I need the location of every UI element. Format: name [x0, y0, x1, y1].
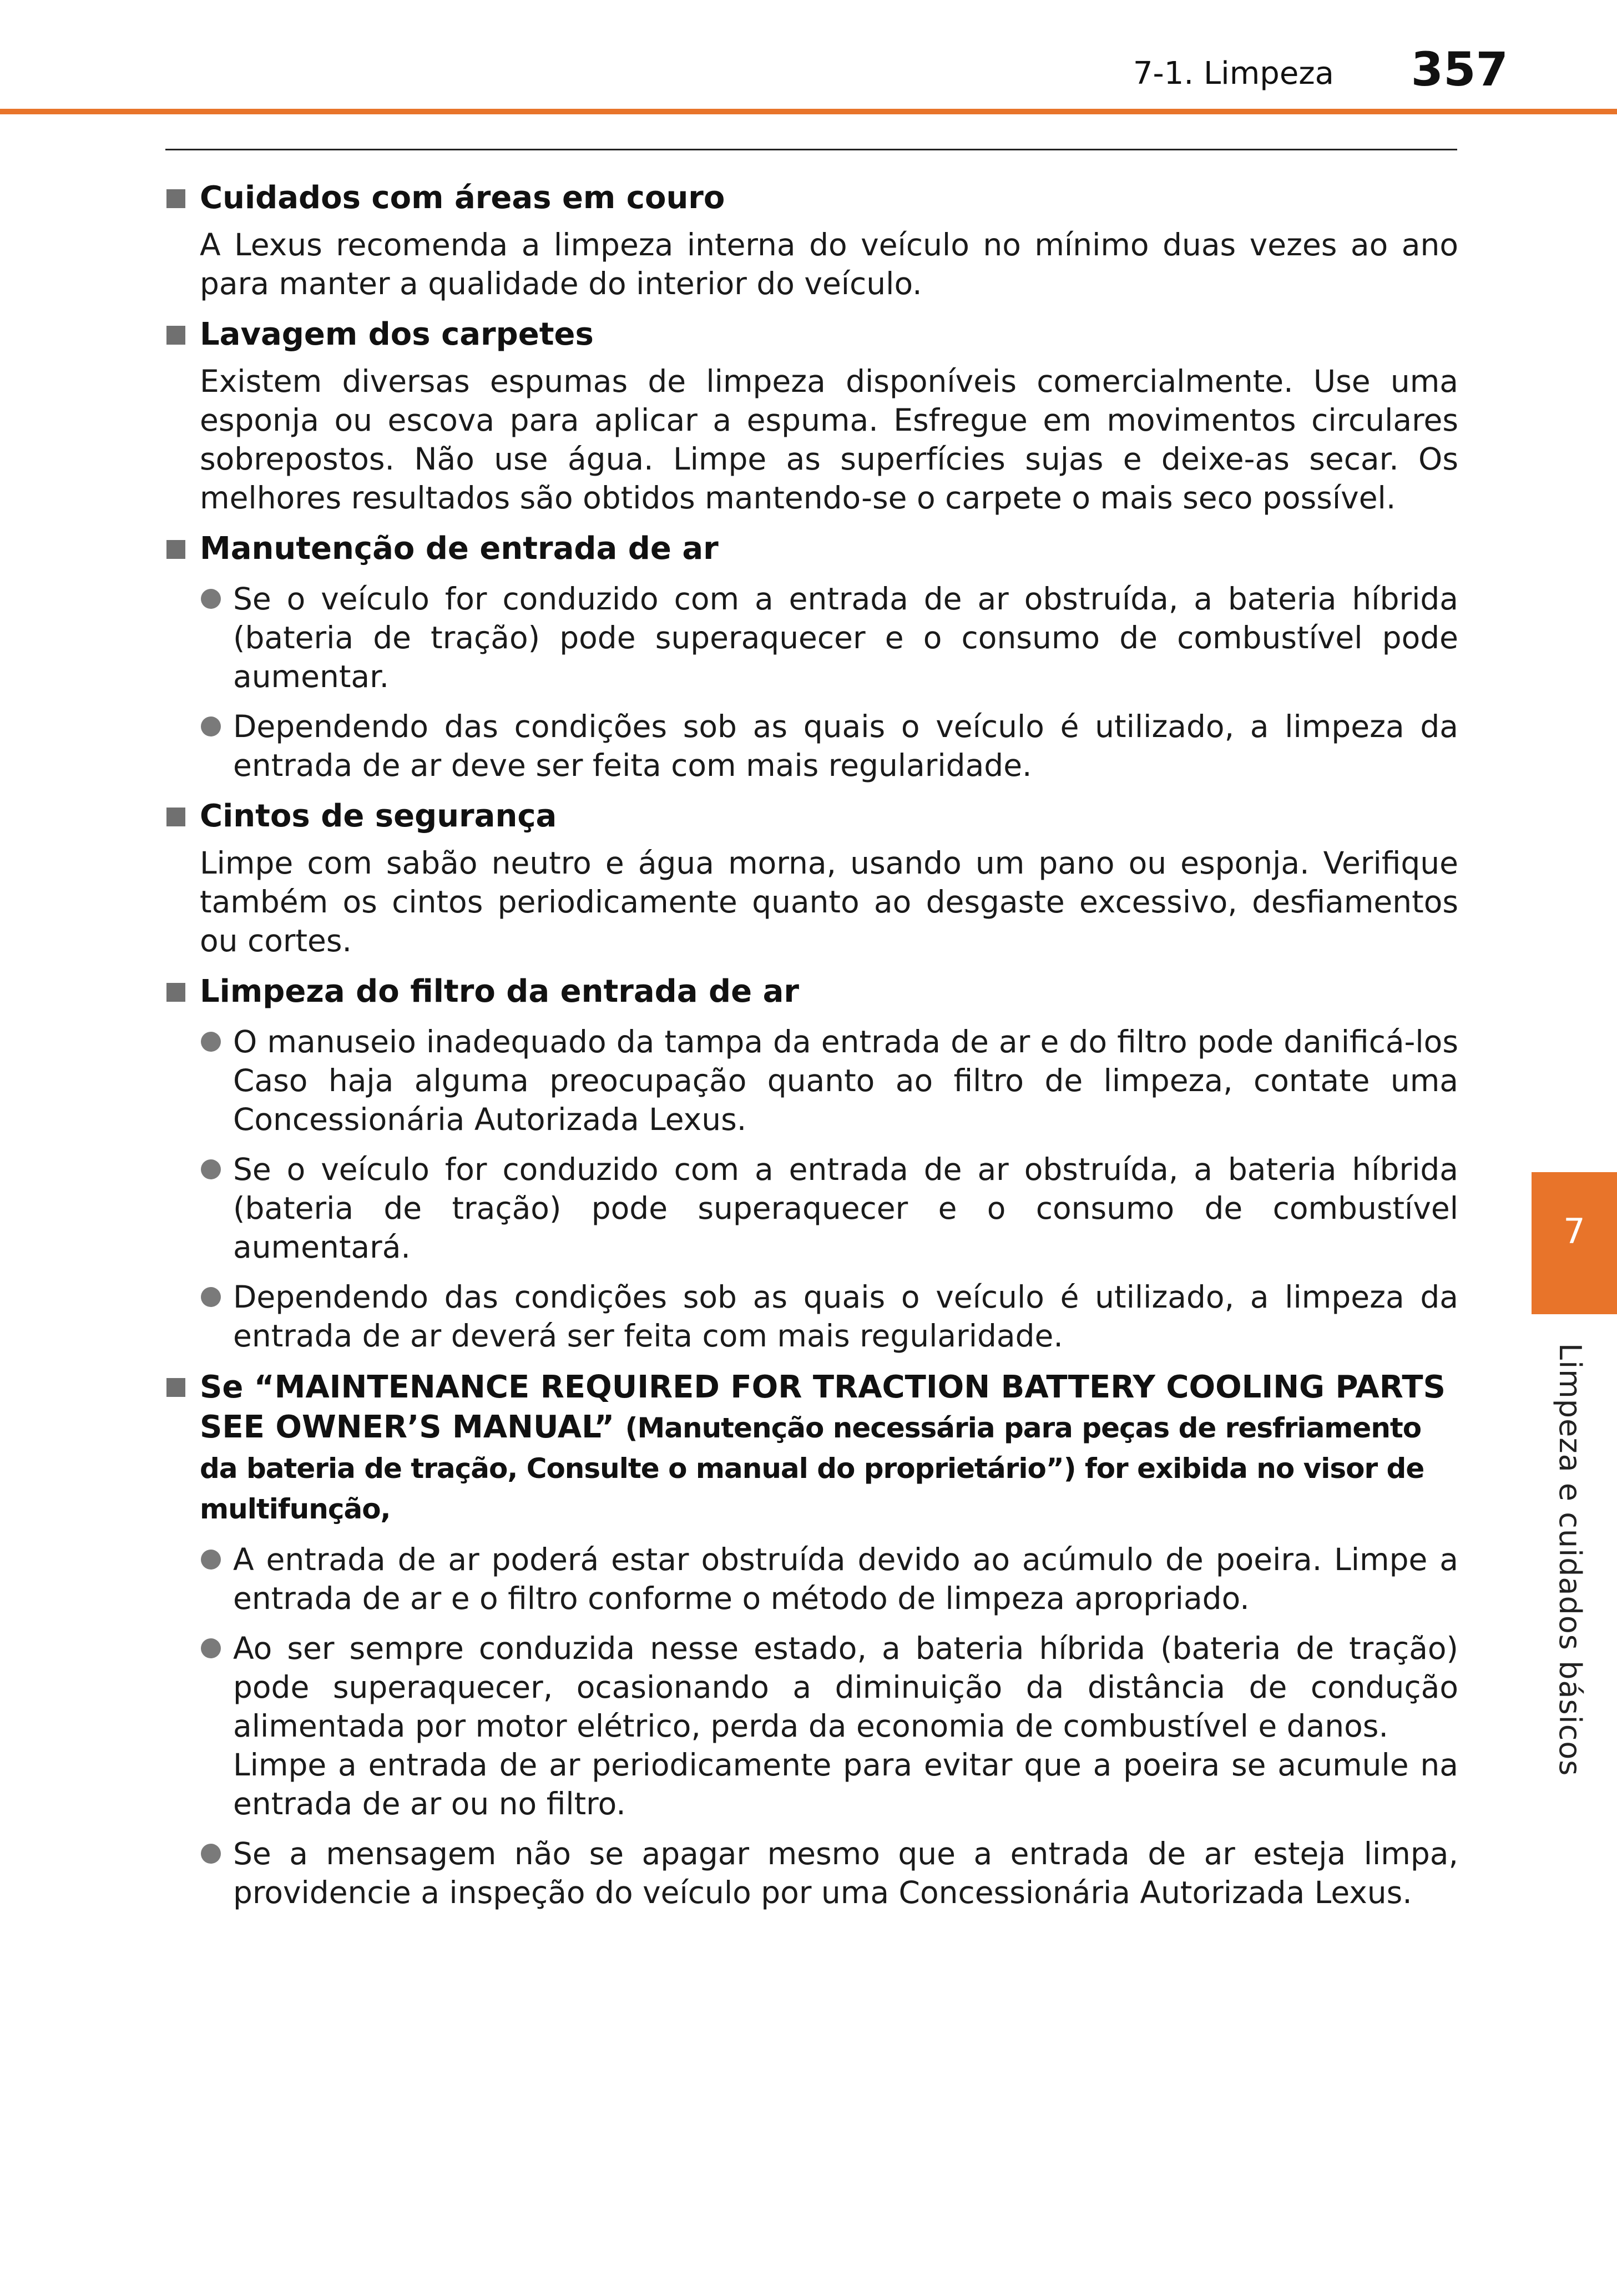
section-paragraph: Existem diversas espumas de limpeza disponíveis comercialmente. Use uma esponja ou escova para aplicar a espuma. Esfregue em movimentos circulares sobrepostos. Não use água. Limpe as superfícies sujas e deixe-as secar. Os melhores resultados são obtidos mantendo-se o carpete o mais seco possível.	[200, 364, 1458, 516]
list-item: Se a mensagem não se apagar mesmo que a entrada de ar esteja limpa, providencie a inspeção do veículo por uma Concessionária Autorizada Lexus.	[165, 1834, 1458, 1912]
circle-bullet-icon	[201, 1844, 221, 1864]
square-bullet-icon	[166, 808, 185, 826]
chapter-number: 7	[1563, 1211, 1585, 1252]
list-item: O manuseio inadequado da tampa da entrada de ar e do filtro pode danificá-los Caso haja alguma preocupação quanto ao filtro de limpeza, contate uma Concessionária Autorizada Lexus.	[165, 1022, 1458, 1139]
circle-bullet-icon	[201, 589, 221, 609]
section-air-filter	[165, 972, 1458, 1355]
square-bullet-icon	[166, 983, 185, 1002]
chapter-tab	[1532, 1172, 1617, 1314]
content-divider	[165, 149, 1457, 150]
chapter-label: Limpeza e cuidados básicos	[1553, 1343, 1588, 1777]
section-heading: Cintos de segurança	[165, 797, 1458, 836]
section-carpets	[165, 315, 1458, 517]
square-bullet-icon	[166, 1378, 185, 1397]
circle-bullet-icon	[201, 1638, 221, 1658]
section-seat-belts	[165, 797, 1458, 960]
section-paragraph: A Lexus recomenda a limpeza interna do veículo no mínimo duas vezes ao ano para manter a qualidade do interior do veículo.	[200, 227, 1458, 301]
section-paragraph: Limpe com sabão neutro e água morna, usando um pano ou esponja. Verifique também os cintos periodicamente quanto ao desgaste excessivo, desfiamentos ou cortes.	[200, 845, 1458, 958]
section-maintenance-message	[165, 1367, 1458, 1912]
section-air-intake	[165, 529, 1458, 785]
page-number: 357	[1411, 42, 1508, 97]
section-title: 7-1. Limpeza	[1133, 55, 1334, 92]
list-item: Dependendo das condições sob as quais o veículo é utilizado, a limpeza da entrada de ar deve ser feita com mais regularidade.	[165, 707, 1458, 785]
page-content	[165, 166, 1458, 1912]
section-heading: Se “MAINTENANCE REQUIRED FOR TRACTION BATTERY COOLING PARTS SEE OWNER’S MANUAL” (Manutenção necessária para peças de resfriamento da bateria de tração, Consulte o manual do proprietário”) for exibida no visor de multifunção,	[165, 1367, 1458, 1529]
header-rule	[0, 109, 1617, 114]
square-bullet-icon	[166, 189, 185, 208]
circle-bullet-icon	[201, 1287, 221, 1307]
list-item: Ao ser sempre conduzida nesse estado, a bateria híbrida (bateria de tração) pode superaquecer, ocasionando a diminuição da distância de condução alimentada por motor elétrico, perda da economia de combustível e danos. Limpe a entrada de ar periodicamente para evitar que a poeira se acumule na entrada de ar ou no filtro.	[165, 1629, 1458, 1823]
section-heading: Limpeza do filtro da entrada de ar	[165, 972, 1458, 1011]
circle-bullet-icon	[201, 716, 221, 736]
square-bullet-icon	[166, 540, 185, 559]
list-item: Se o veículo for conduzido com a entrada de ar obstruída, a bateria híbrida (bateria de tração) pode superaquecer e o consumo de combustível aumentará.	[165, 1150, 1458, 1266]
section-heading: Cuidados com áreas em couro	[165, 179, 1458, 218]
square-bullet-icon	[166, 326, 185, 345]
circle-bullet-icon	[201, 1550, 221, 1570]
section-leather	[165, 179, 1458, 303]
section-heading: Lavagem dos carpetes	[165, 315, 1458, 354]
list-item: Dependendo das condições sob as quais o veículo é utilizado, a limpeza da entrada de ar deverá ser feita com mais regularidade.	[165, 1278, 1458, 1355]
section-heading: Manutenção de entrada de ar	[165, 529, 1458, 568]
circle-bullet-icon	[201, 1032, 221, 1052]
list-item-note: Limpe a entrada de ar periodicamente para evitar que a poeira se acumule na entrada de ar ou no filtro.	[233, 1747, 1458, 1821]
list-item: Se o veículo for conduzido com a entrada de ar obstruída, a bateria híbrida (bateria de tração) pode superaquecer e o consumo de combustível pode aumentar.	[165, 579, 1458, 696]
page-header	[0, 0, 1617, 114]
list-item: A entrada de ar poderá estar obstruída devido ao acúmulo de poeira. Limpe a entrada de ar e o filtro conforme o método de limpeza apropriado.	[165, 1540, 1458, 1618]
circle-bullet-icon	[201, 1159, 221, 1179]
